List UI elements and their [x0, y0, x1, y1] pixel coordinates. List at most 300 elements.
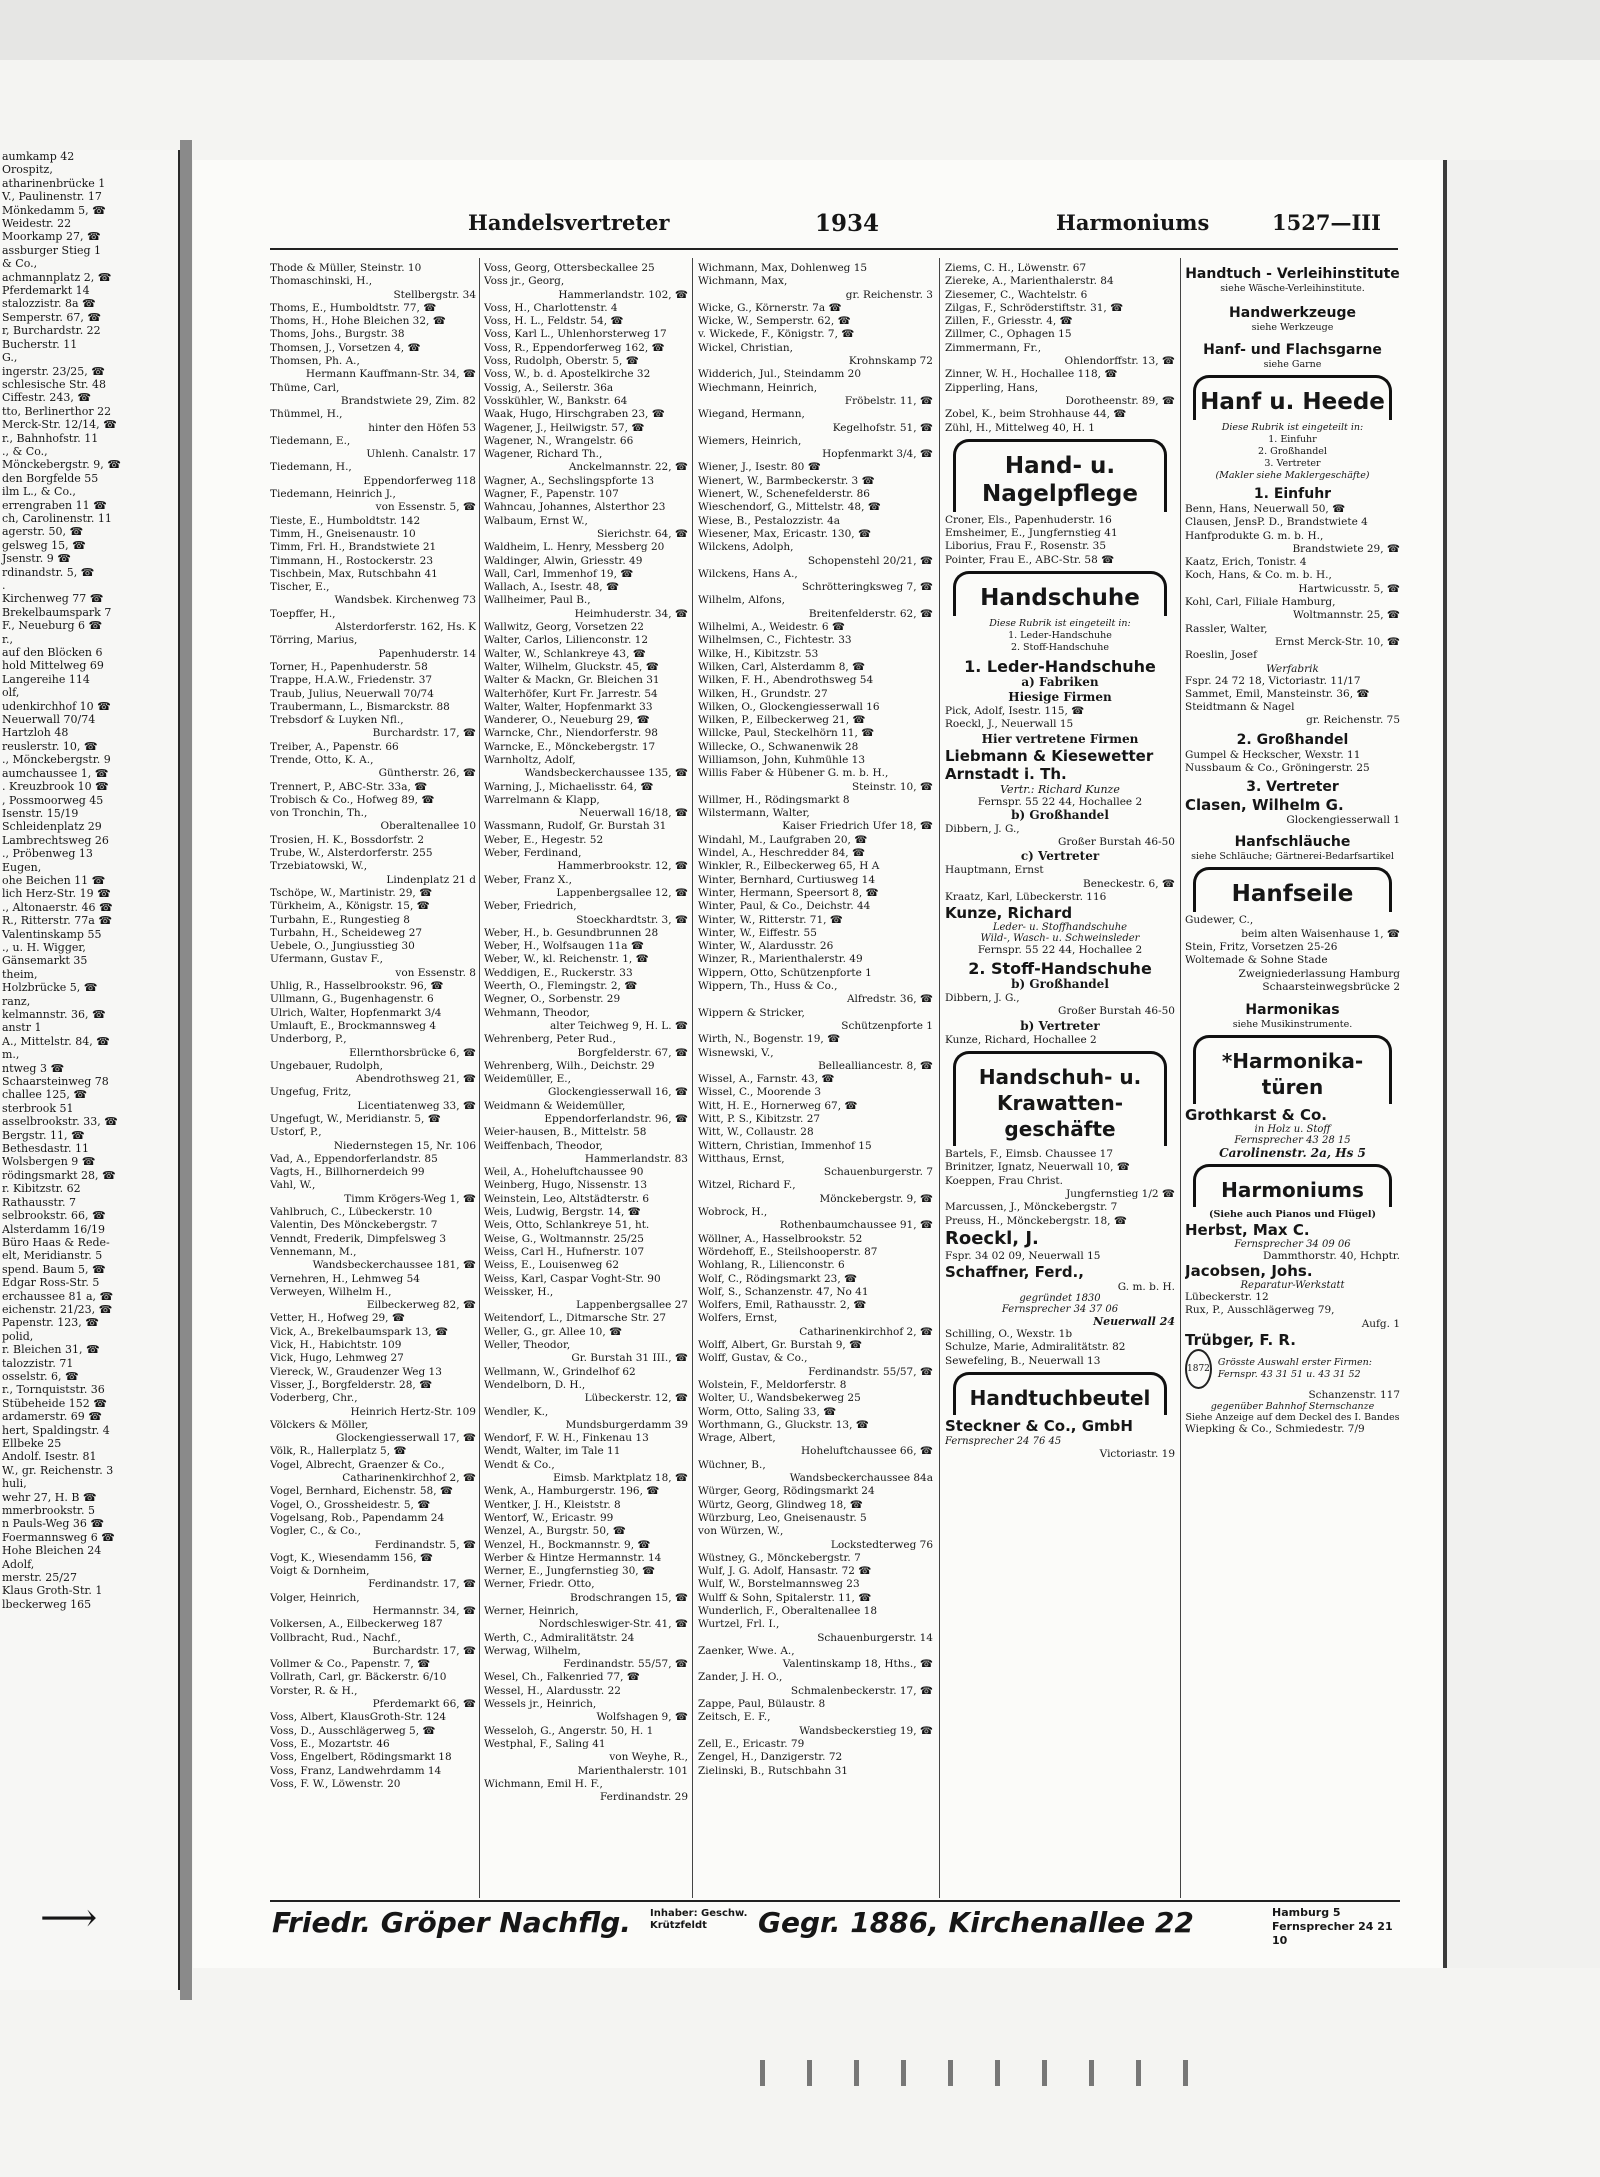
directory-entry: ingerstr. 23/25, ☎	[2, 364, 105, 378]
column-1	[270, 262, 476, 1791]
directory-entry: rdinandstr. 5, ☎	[2, 565, 95, 579]
directory-entry: Zipperling, Hans,	[945, 381, 1039, 394]
directory-entry: Voss, Albert, KlausGroth-Str. 124	[270, 1711, 447, 1724]
cross-reference: siehe Garne	[1263, 359, 1322, 370]
directory-entry: Eimsb. Marktplatz 18, ☎	[553, 1472, 688, 1485]
directory-entry: Walter, W., Schlankreye 43, ☎	[484, 647, 646, 660]
advertisement-footer	[270, 1900, 1400, 1947]
directory-entry: Traub, Julius, Neuerwall 70/74	[270, 687, 434, 700]
directory-entry: Lappenbergsallee 12, ☎	[556, 886, 688, 899]
directory-entry: wehr 27, H. B ☎	[2, 1490, 97, 1504]
directory-entry: Wassmann, Rudolf, Gr. Burstah 31	[484, 820, 667, 833]
section-heading: Hanfschläuche	[1234, 834, 1351, 851]
directory-entry: Wulff & Sohn, Spitalerstr. 11, ☎	[698, 1591, 872, 1604]
directory-entry: Wiener, J., Isestr. 80 ☎	[698, 461, 821, 474]
directory-entry: anstr 1	[2, 1021, 42, 1035]
directory-entry: Voss, W., b. d. Apostelkirche 32	[484, 368, 651, 381]
directory-entry: Alfredstr. 36, ☎	[846, 993, 933, 1006]
directory-entry: Wippern & Stricker,	[698, 1006, 805, 1019]
directory-entry: schlesische Str. 48	[2, 377, 106, 391]
directory-entry: Hopfenmarkt 3/4, ☎	[822, 448, 933, 461]
directory-entry: Weidemüller, E.,	[484, 1073, 571, 1086]
directory-entry: Vogel, O., Grossheidestr. 5, ☎	[270, 1498, 431, 1511]
directory-entry: Wallach, A., Isestr. 48, ☎	[484, 581, 620, 594]
directory-entry: Dibbern, J. G.,	[945, 992, 1020, 1005]
firm-note: Siehe Anzeige auf dem Deckel des I. Bandes	[1185, 1412, 1400, 1424]
directory-entry: Weber, E., Hegestr. 52	[484, 833, 604, 846]
directory-entry: Wulf, W., Borstelmannsweg 23	[698, 1578, 860, 1591]
directory-entry: Willecke, O., Schwanenwik 28	[698, 740, 859, 753]
directory-entry: Hanfprodukte G. m. b. H.,	[1185, 529, 1324, 542]
directory-entry: Tiedemann, E.,	[270, 434, 351, 447]
firm-note: Wild-, Wasch- u. Schweinsleder	[980, 933, 1140, 945]
directory-entry: Winter, Bernhard, Curtiusweg 14	[698, 873, 876, 886]
directory-entry: Winter, Hermann, Speersort 8, ☎	[698, 886, 879, 899]
directory-entry: Wisnewski, V.,	[698, 1046, 774, 1059]
directory-entry: Brekelbaumspark 7	[2, 605, 112, 619]
firm-name: Jacobsen, Johs.	[1185, 1262, 1313, 1281]
directory-entry: Weber, H., b. Gesundbrunnen 28	[484, 926, 659, 939]
directory-entry: F., Neueburg 6 ☎	[2, 619, 103, 633]
directory-entry: Wessels jr., Heinrich,	[484, 1698, 597, 1711]
directory-entry: Willmer, H., Rödingsmarkt 8	[698, 793, 850, 806]
directory-entry: Fröbelstr. 11, ☎	[844, 394, 933, 407]
directory-entry: Kaiser Friedrich Ufer 18, ☎	[782, 820, 933, 833]
directory-entry: & Co.,	[2, 257, 38, 271]
directory-entry: Thümmel, H.,	[270, 408, 343, 421]
firm-name: Schaffner, Ferd.,	[945, 1263, 1084, 1282]
directory-entry: r., Bahnhofstr. 11	[2, 431, 99, 445]
directory-entry: Verweyen, Wilhelm H.,	[270, 1285, 392, 1298]
right-margin	[1447, 160, 1600, 1968]
directory-entry: Wilckens, Adolph,	[698, 541, 794, 554]
directory-entry: Treiber, A., Papenstr. 66	[270, 740, 399, 753]
ad-contact: Hamburg 5 Fernsprecher 24 21 10	[1272, 1906, 1393, 1947]
directory-entry: Liborius, Frau F., Rosenstr. 35	[945, 540, 1107, 553]
directory-entry: Weidestr. 22	[2, 217, 72, 231]
directory-entry: Bellealliancestr. 8, ☎	[818, 1059, 933, 1072]
directory-entry: Uhlenh. Canalstr. 17	[366, 448, 476, 461]
directory-entry: aumkamp 42	[2, 150, 75, 163]
directory-entry: Klaus Groth-Str. 1	[2, 1584, 103, 1598]
scan-ruler-marks	[760, 2060, 1360, 2090]
directory-entry: Weissker, H.,	[484, 1285, 554, 1298]
directory-entry: Schulze, Marie, Admiralitätstr. 82	[945, 1341, 1126, 1354]
directory-entry: Vetter, H., Hofweg 29, ☎	[270, 1312, 405, 1325]
directory-entry: ., Mönckebergstr. 9	[2, 753, 111, 767]
directory-entry: Winter, W., Eiffestr. 55	[698, 926, 817, 939]
header-year: 1934	[815, 210, 880, 237]
directory-entry: Wieschendorf, G., Mittelstr. 48, ☎	[698, 501, 881, 514]
firm-phone: Fernsprecher 34 09 06	[1234, 1239, 1351, 1251]
category-box-harmoniums: Harmoniums	[1193, 1164, 1392, 1207]
firm-phone: Fernspr. 55 22 44, Hochallee 2	[977, 795, 1143, 808]
directory-entry: Wippern, Otto, Schützenpforte 1	[698, 966, 872, 979]
directory-entry: .	[2, 579, 6, 592]
directory-entry: Ufermann, Gustav F.,	[270, 953, 383, 966]
directory-entry: Catharinenkirchhof 2, ☎	[799, 1325, 933, 1338]
directory-entry: Gudewer, C.,	[1185, 914, 1254, 927]
directory-entry: Roeslin, Josef	[1185, 649, 1258, 662]
directory-entry: ilm L., & Co.,	[2, 485, 76, 499]
directory-entry: Würzburg, Leo, Gneisenaustr. 5	[698, 1511, 867, 1524]
directory-entry: Brandstwiete 29, ☎	[1292, 542, 1400, 555]
section-heading: Handwerkzeuge	[1229, 305, 1356, 321]
directory-entry: Wilke, H., Kibitzstr. 53	[698, 647, 819, 660]
directory-entry: Pferdemarkt 14	[2, 284, 90, 298]
directory-entry: Wohlang, R., Lilienconstr. 6	[698, 1259, 845, 1272]
subsection-heading: b) Vertreter	[1020, 1018, 1100, 1033]
directory-entry: Vollmer & Co., Papenstr. 7, ☎	[270, 1658, 431, 1671]
directory-entry: Trebsdorf & Luyken Nfl.,	[270, 714, 404, 727]
directory-entry: Wandsbeckerchaussee 135, ☎	[524, 767, 688, 780]
directory-entry: Edgar Ross-Str. 5	[2, 1276, 100, 1290]
directory-entry: Turbahn, E., Rungestieg 8	[270, 913, 410, 926]
directory-entry: huli,	[2, 1477, 27, 1491]
column-2	[484, 262, 688, 1804]
directory-entry: Wilken, O., Glockengiesserwall 16	[698, 700, 880, 713]
directory-entry: Schaarsteinwegsbrücke 2	[1262, 980, 1400, 993]
directory-entry: Clausen, JensP. D., Brandstwiete 4	[1185, 516, 1368, 529]
directory-entry: Ungefugt, W., Meridianstr. 5, ☎	[270, 1113, 441, 1125]
directory-entry: von Essenstr. 5, ☎	[375, 501, 476, 514]
directory-entry: v. Wickede, F., Königstr. 7, ☎	[698, 328, 855, 341]
directory-entry: Mundsburgerdamm 39	[565, 1418, 688, 1431]
firm-address: Victoriastr. 19	[1099, 1448, 1175, 1461]
firm-note: Leder- u. Stoffhandschuhe	[992, 922, 1128, 934]
directory-entry: Hammerlandstr. 83	[584, 1152, 688, 1165]
directory-entry: Walter & Mackn, Gr. Bleichen 31	[484, 674, 660, 687]
subsection-heading: b) Großhandel	[1011, 977, 1109, 992]
directory-entry: Bethesdastr. 11	[2, 1142, 89, 1156]
directory-entry: Timm, H., Gneisenaustr. 10	[270, 527, 416, 540]
directory-entry: Tischbein, Max, Rutschbahn 41	[270, 567, 438, 580]
directory-entry: Ziems, C. H., Löwenstr. 67	[945, 262, 1087, 274]
directory-entry: Wolff, Gustav, & Co.,	[698, 1352, 808, 1365]
column-divider	[939, 258, 940, 1898]
directory-entry: lbeckerweg 165	[2, 1597, 92, 1611]
directory-entry: Weber, Franz X.,	[484, 873, 572, 886]
directory-entry: Walter, Walter, Hopfenmarkt 33	[484, 700, 653, 713]
directory-entry: W., gr. Reichenstr. 3	[2, 1463, 114, 1477]
directory-entry: A., Mittelstr. 84, ☎	[2, 1034, 110, 1048]
directory-entry: atharinenbrücke 1	[2, 176, 106, 190]
directory-entry: Voderberg, Chr.,	[270, 1392, 358, 1405]
directory-entry: Gr. Burstah 31 III., ☎	[571, 1352, 688, 1365]
directory-entry: Ellbeke 25	[2, 1437, 62, 1450]
directory-entry: Lübeckerstr. 12, ☎	[584, 1392, 688, 1405]
directory-entry: Vogel, Albrecht, Graenzer & Co.,	[270, 1458, 445, 1471]
directory-entry: gelsweg 15, ☎	[2, 538, 86, 552]
directory-entry: Wiemers, Heinrich,	[698, 434, 802, 447]
directory-entry: von Weyhe, R.,	[609, 1751, 688, 1764]
directory-entry: Würger, Georg, Rödingsmarkt 24	[698, 1485, 875, 1498]
directory-entry: Alsterdorferstr. 162, Hs. K	[335, 621, 476, 634]
directory-entry: Rassler, Walter,	[1185, 622, 1268, 635]
directory-entry: Woltemade & Sohne Stade	[1185, 954, 1328, 967]
directory-entry: ohe Beichen 11 ☎	[2, 873, 106, 887]
cross-reference: siehe Werkzeuge	[1251, 322, 1334, 333]
directory-entry: Wall, Carl, Immenhof 19, ☎	[484, 567, 634, 580]
directory-entry: Voigt & Dornheim,	[270, 1565, 370, 1578]
directory-entry: Zell, E., Ericastr. 79	[698, 1737, 805, 1750]
directory-entry: Eppendorferweg 118	[363, 474, 476, 487]
directory-entry: Lappenbergsallee 27	[576, 1299, 688, 1312]
directory-entry: Wichmann, Emil H. F.,	[484, 1777, 603, 1790]
firm-address: Glockengiesserwall 1	[1286, 814, 1400, 827]
directory-entry: von Essenstr. 8	[395, 966, 476, 979]
section-heading: Handtuch - Verleihinstitute	[1185, 266, 1400, 282]
directory-entry: Trennert, P., ABC-Str. 33a, ☎	[270, 780, 428, 793]
directory-entry: Weiss, Carl H., Hufnerstr. 107	[484, 1245, 645, 1258]
directory-entry: Wallwitz, Georg, Vorsetzen 22	[484, 621, 644, 634]
category-box-nagelpflege: Hand- u. Nagelpflege	[953, 439, 1167, 512]
firm-name: Liebmann & Kiesewetter Arnstadt i. Th.	[945, 746, 1154, 783]
directory-entry: Umlauft, E., Brockmannsweg 4	[270, 1019, 437, 1032]
directory-entry: auf den Blöcken 6	[2, 646, 103, 660]
directory-entry: Zillen, F., Griesstr. 4, ☎	[945, 315, 1073, 328]
directory-entry: Bartels, F., Eimsb. Chaussee 17	[945, 1148, 1113, 1161]
directory-entry: Torner, H., Papenhuderstr. 58	[270, 660, 428, 673]
directory-entry: Eppendorferlandstr. 96, ☎	[544, 1113, 688, 1125]
directory-entry: Voss, Georg, Ottersbeckallee 25	[484, 262, 655, 274]
directory-entry: Wolf, S., Schanzenstr. 47, No 41	[698, 1285, 869, 1298]
directory-entry: talozzistr. 71	[2, 1356, 74, 1370]
directory-entry: Voss, D., Ausschlägerweg 5, ☎	[270, 1724, 436, 1737]
directory-entry: Weller, G., gr. Allee 10, ☎	[484, 1325, 623, 1338]
directory-entry: Ziesemer, C., Wachtelstr. 6	[945, 288, 1088, 301]
directory-entry: Sammet, Emil, Mansteinstr. 36, ☎	[1185, 687, 1370, 700]
directory-entry: Würtz, Georg, Glindweg 18, ☎	[698, 1498, 863, 1511]
section-heading: 1. Leder-Handschuhe	[964, 657, 1156, 677]
directory-entry: Borgfelderstr. 67, ☎	[577, 1046, 688, 1059]
directory-entry: Ferdinandstr. 55/57, ☎	[563, 1658, 688, 1671]
directory-entry: Wandsbeckerchaussee 181, ☎	[312, 1259, 476, 1272]
rubric-item: 1. Leder-Handschuhe	[1008, 630, 1112, 642]
directory-entry: Aufg. 1	[1361, 1317, 1400, 1330]
directory-entry: olf,	[2, 686, 20, 700]
directory-entry: Winter, Paul, & Co., Deichstr. 44	[698, 900, 871, 913]
directory-entry: Steidtmann & Nagel	[1185, 701, 1295, 714]
directory-entry: Dorotheenstr. 89, ☎	[1065, 394, 1175, 407]
directory-entry: Wentorf, W., Ericastr. 99	[484, 1511, 614, 1524]
directory-entry: Weber, Friedrich,	[484, 900, 577, 913]
directory-entry: Wehrenberg, Wilh., Deichstr. 29	[484, 1059, 655, 1072]
directory-entry: Sewefeling, B., Neuerwall 13	[945, 1354, 1101, 1367]
directory-entry: Orospitz,	[2, 163, 53, 177]
directory-entry: ranz,	[2, 994, 31, 1008]
directory-entry: achmannplatz 2, ☎	[2, 270, 112, 284]
directory-entry: Witt, P. S., Kibitzstr. 27	[698, 1113, 821, 1125]
directory-entry: Zielinski, B., Rutschbahn 31	[698, 1764, 848, 1777]
rubric-note: (Makler siehe Maklergeschäfte)	[1215, 470, 1370, 481]
directory-entry: Zinner, W. H., Hochallee 118, ☎	[945, 368, 1118, 381]
directory-entry: Willis Faber & Hübener G. m. b. H.,	[698, 767, 889, 780]
directory-entry: Krohnskamp 72	[848, 355, 933, 368]
directory-entry: Gumpel & Heckscher, Wexstr. 11	[1185, 748, 1361, 761]
firm-agent: Vertr.: Richard Kunze	[1000, 782, 1120, 796]
directory-entry: Breitenfelderstr. 62, ☎	[808, 607, 933, 620]
directory-entry: Emsheimer, E., Jungfernstieg 41	[945, 527, 1118, 540]
directory-entry: alter Teichweg 9, H. L. ☎	[550, 1019, 688, 1032]
directory-entry: Stein, Fritz, Vorsetzen 25-26	[1185, 940, 1338, 953]
directory-entry: Kaatz, Erich, Tonistr. 4	[1185, 556, 1307, 569]
directory-entry: Lübeckerstr. 12	[1185, 1291, 1269, 1304]
directory-entry: challee 125, ☎	[2, 1088, 88, 1102]
section-heading: Hanf- und Flachsgarne	[1203, 342, 1382, 358]
ad-firm-name: Friedr. Gröper Nachflg.	[272, 1906, 631, 1939]
directory-entry: Vogler, C., & Co.,	[270, 1525, 361, 1538]
category-box-handtuchbeutel: Handtuchbeutel	[953, 1372, 1167, 1415]
directory-entry: Wilhelmsen, C., Fichtestr. 33	[698, 634, 852, 647]
directory-entry: Vollbracht, Rud., Nachf.,	[270, 1631, 401, 1644]
directory-entry: Ferdinandstr. 5, ☎	[374, 1538, 476, 1551]
directory-entry: Schmalenbeckerstr. 17, ☎	[790, 1684, 933, 1697]
directory-entry: Traubermann, L., Bismarckstr. 88	[270, 700, 450, 713]
directory-entry: Neuerwall 70/74	[2, 713, 96, 727]
directory-entry: Wanderer, O., Neueburg 29, ☎	[484, 714, 650, 727]
directory-entry: Mönkedamm 5, ☎	[2, 203, 106, 217]
directory-entry: Williamson, John, Kuhmühle 13	[698, 753, 866, 766]
directory-entry: Wissel, C., Moorende 3	[698, 1086, 822, 1099]
directory-entry: Wirth, N., Bogenstr. 19, ☎	[698, 1033, 841, 1046]
firm-phone: Fernsprecher 24 76 45	[945, 1435, 1062, 1447]
directory-entry: Marcussen, J., Mönckebergstr. 7	[945, 1201, 1118, 1214]
directory-entry: Waldinger, Alwin, Griesstr. 49	[484, 554, 643, 567]
directory-entry: Wüstney, G., Mönckebergstr. 7	[698, 1551, 861, 1564]
directory-entry: Stoeckhardtstr. 3, ☎	[576, 913, 688, 926]
directory-entry: Glockengiesserwall 17, ☎	[335, 1432, 476, 1445]
directory-entry: Mönckebergstr. 9, ☎	[819, 1192, 933, 1205]
directory-entry: ardamerstr. 69 ☎	[2, 1410, 102, 1424]
left-page-fragment	[0, 150, 179, 1990]
directory-entry: Ciffestr. 243, ☎	[2, 391, 92, 405]
directory-entry: Weinberg, Hugo, Nissenstr. 13	[484, 1179, 648, 1192]
directory-entry: Türkheim, A., Königstr. 15, ☎	[270, 900, 430, 913]
directory-entry: Wagener, J., Heilwigstr. 57, ☎	[484, 421, 645, 434]
directory-entry: Vick, Hugo, Lehmweg 27	[270, 1352, 404, 1365]
directory-entry: Wenzel, H., Bockmannstr. 9, ☎	[484, 1538, 651, 1551]
directory-entry: Gänsemarkt 35	[2, 954, 88, 968]
directory-entry: Timmann, H., Rostockerstr. 23	[270, 554, 434, 567]
directory-entry: Foermannsweg 6 ☎	[2, 1530, 115, 1544]
firm-legal: G. m. b. H.	[1117, 1281, 1175, 1294]
directory-entry: Underborg, P.,	[270, 1033, 347, 1046]
directory-entry: Benn, Hans, Neuerwall 50, ☎	[1185, 503, 1346, 515]
directory-entry: Wolfers, Ernst,	[698, 1312, 778, 1325]
directory-entry: Dibbern, J. G.,	[945, 822, 1020, 835]
directory-entry: r. Bleichen 31, ☎	[2, 1343, 100, 1357]
directory-entry: Wehmann, Theodor,	[484, 1006, 590, 1019]
directory-entry: Thüme, Carl,	[270, 381, 340, 394]
directory-entry: . Kreuzbrook 10 ☎	[2, 780, 109, 794]
directory-entry: Waldheim, L. Henry, Messberg 20	[484, 541, 665, 554]
directory-entry: Wegner, O., Sorbenstr. 29	[484, 993, 621, 1006]
directory-entry: hold Mittelweg 69	[2, 659, 104, 673]
directory-entry: Zander, J. H. O.,	[698, 1671, 783, 1684]
directory-entry: Wobrock, H.,	[698, 1206, 768, 1219]
directory-entry: aumchaussee 1, ☎	[2, 766, 109, 780]
rubric-item: 2. Stoff-Handschuhe	[1010, 642, 1110, 654]
column-5	[1185, 262, 1400, 1436]
firm-name: Kunze, Richard	[945, 904, 1073, 923]
directory-entry: Ungefug, Fritz,	[270, 1086, 352, 1099]
directory-entry: Windel, A., Heschredder 84, ☎	[698, 847, 866, 860]
directory-entry: Rux, P., Ausschlägerweg 79,	[1185, 1304, 1335, 1317]
directory-entry: Viereck, W., Graudenzer Weg 13	[270, 1365, 442, 1378]
directory-entry: Weddigen, E., Ruckerstr. 33	[484, 966, 633, 979]
directory-entry: Schaarsteinweg 78	[2, 1075, 109, 1089]
directory-entry: Brandstwiete 29, Zim. 82	[340, 394, 476, 407]
directory-entry: Uhlig, R., Hasselbrookstr. 96, ☎	[270, 980, 444, 993]
directory-entry: Weier-hausen, B., Mittelstr. 58	[484, 1126, 647, 1139]
directory-entry: selbrookstr. 66, ☎	[2, 1209, 106, 1223]
directory-entry: Pferdemarkt 66, ☎	[372, 1698, 476, 1711]
rubric-note: Diese Rubrik ist eingeteilt in:	[989, 618, 1131, 630]
directory-entry: Stellbergstr. 34	[393, 288, 476, 301]
subsection-heading: a) Fabriken	[1021, 675, 1099, 690]
ad-owner: Inhaber: Geschw. Krützfeldt	[650, 1908, 748, 1931]
directory-entry: Tiedemann, Heinrich J.,	[270, 488, 396, 501]
directory-entry: Ullmann, G., Bugenhagenstr. 6	[270, 993, 434, 1006]
directory-entry: sterbrook 51	[2, 1101, 74, 1115]
directory-entry: Tieste, E., Humboldtstr. 142	[270, 514, 421, 527]
directory-entry: Großer Burstah 46-50	[1057, 1005, 1175, 1018]
directory-entry: Völckers & Möller,	[270, 1418, 369, 1431]
firm-phone: Fernsprecher 43 28 15	[1234, 1135, 1351, 1147]
directory-entry: Wilken, F. H., Abendrothsweg 54	[698, 674, 874, 687]
directory-entry: Wiese, B., Pestalozzistr. 4a	[698, 514, 841, 527]
directory-entry: Trosien, H. K., Bossdorfstr. 2	[270, 833, 425, 846]
directory-entry: Marienthalerstr. 101	[577, 1764, 688, 1777]
directory-entry: Abendrothsweg 21, ☎	[355, 1073, 476, 1086]
book-gutter	[180, 140, 192, 2000]
directory-entry: Zaenker, Wwe. A.,	[698, 1644, 795, 1657]
rubric-note: Diese Rubrik ist eingeteilt in:	[1221, 422, 1364, 433]
directory-entry: Schopenstehl 20/21, ☎	[807, 554, 933, 567]
header-section: Handelsvertreter	[468, 210, 670, 235]
directory-entry: Thomsen, J., Vorsetzen 4, ☎	[270, 341, 421, 354]
directory-entry: Wittern, Christian, Immenhof 15	[698, 1139, 872, 1152]
subsection-heading: Hiesige Firmen	[1008, 690, 1112, 705]
directory-entry: Schilling, O., Wexstr. 1b	[945, 1328, 1073, 1341]
directory-entry: Adolf,	[2, 1557, 35, 1571]
directory-entry: hinter den Höfen 53	[368, 421, 476, 434]
directory-entry: Vennemann, M.,	[270, 1245, 357, 1258]
firm-note: gegenüber Bahnhof Sternschanze	[1210, 1401, 1375, 1413]
directory-entry: Werth, C., Admiralitätstr. 24	[484, 1631, 635, 1644]
directory-entry: Voss, Karl L., Uhlenhorsterweg 17	[484, 328, 667, 341]
directory-entry: Ungebauer, Rudolph,	[270, 1059, 383, 1072]
directory-entry: Warncke, Chr., Niendorferstr. 98	[484, 727, 658, 740]
directory-entry: Croner, Els., Papenhuderstr. 16	[945, 513, 1112, 526]
directory-entry: Rothenbaumchaussee 91, ☎	[779, 1219, 933, 1232]
directory-entry: Ohlendorffstr. 13, ☎	[1064, 355, 1175, 368]
directory-entry: Brodschrangen 15, ☎	[569, 1591, 688, 1604]
directory-entry: Walbaum, Ernst W.,	[484, 514, 588, 527]
directory-entry: Stübeheide 152 ☎	[2, 1396, 107, 1410]
directory-entry: Werber & Hintze Hermannstr. 14	[484, 1551, 662, 1564]
directory-entry: Walter, Wilhelm, Gluckstr. 45, ☎	[484, 660, 659, 673]
section-heading: Harmonikas	[1245, 1002, 1340, 1019]
directory-entry: Volger, Heinrich,	[270, 1591, 360, 1604]
directory-entry: Schützenpforte 1	[841, 1019, 933, 1032]
category-box-handschuhe: Handschuhe	[953, 571, 1167, 616]
directory-entry: hert, Spaldingstr. 4	[2, 1423, 110, 1437]
directory-entry: assburger Stieg 1	[2, 243, 102, 257]
directory-entry: Ferdinandstr. 17, ☎	[368, 1578, 476, 1591]
category-box-hanfseile: Hanfseile	[1193, 867, 1392, 912]
